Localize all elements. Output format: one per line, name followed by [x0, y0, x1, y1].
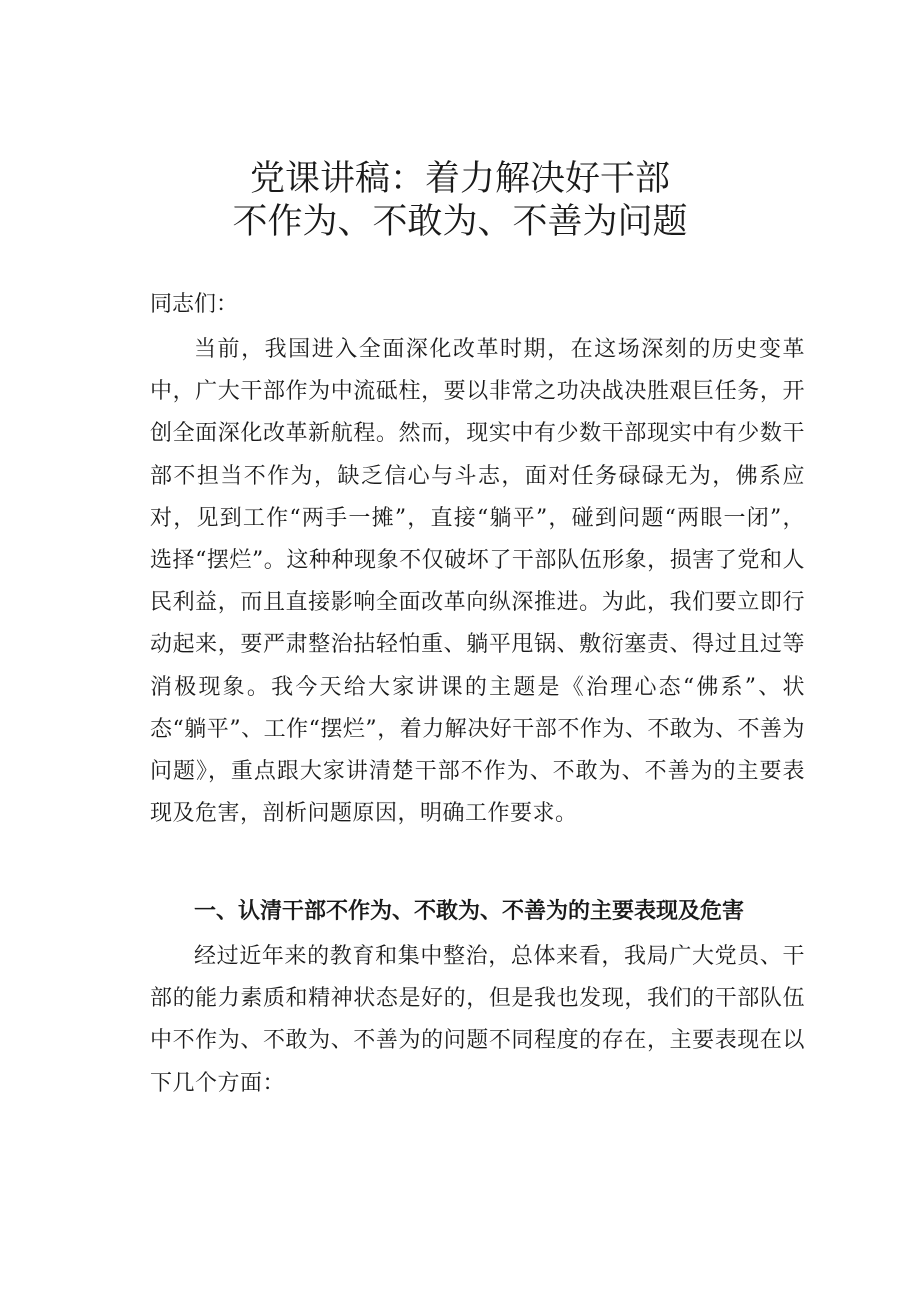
body-paragraph-1: 当前，我国进入全面深化改革时期，在这场深刻的历史变革中，广大干部作为中流砥柱，要以非常之功决战决胜艰巨任务，开创全面深化改革新航程。然而，现实中有少数干部现实中有少数干部不担当不作为，缺乏信心与斗志，面对任务碌碌无为，佛系应对，见到工作“两手一摊”，直接“躺平”，碰到问题“两眼一闭”，选择“摆烂”。这种种现象不仅破坏了干部队伍形象，损害了党和人民利益，而且直接影响全面改革向纵深推进。为此，我们要立即行动起来，要严肃整治拈轻怕重、躺平甩锅、敷衍塞责、得过且过等消极现象。我今天给大家讲课的主题是《治理心态“佛系”、状态“躺平”、工作“摆烂”，着力解决好干部不作为、不敢为、不善为问题》，重点跟大家讲清楚干部不作为、不敢为、不善为的主要表现及危害，剖析问题原因，明确工作要求。 [150, 337, 805, 827]
document-title-line-1: 党课讲稿：着力解决好干部 [249, 159, 670, 199]
section-heading-1: 一、认清干部不作为、不敢为、不善为的主要表现及危害 [194, 899, 745, 924]
body-paragraph-2: 经过近年来的教育和集中整治，总体来看，我局广大党员、干部的能力素质和精神状态是好的，但是我也发现，我们的干部队伍中不作为、不敢为、不善为的问题不同程度的存在，主要表现在以下几个方面： [150, 944, 805, 1096]
salutation: 同志们： [150, 292, 239, 317]
document-title-line-2: 不作为、不敢为、不善为问题 [232, 202, 688, 242]
